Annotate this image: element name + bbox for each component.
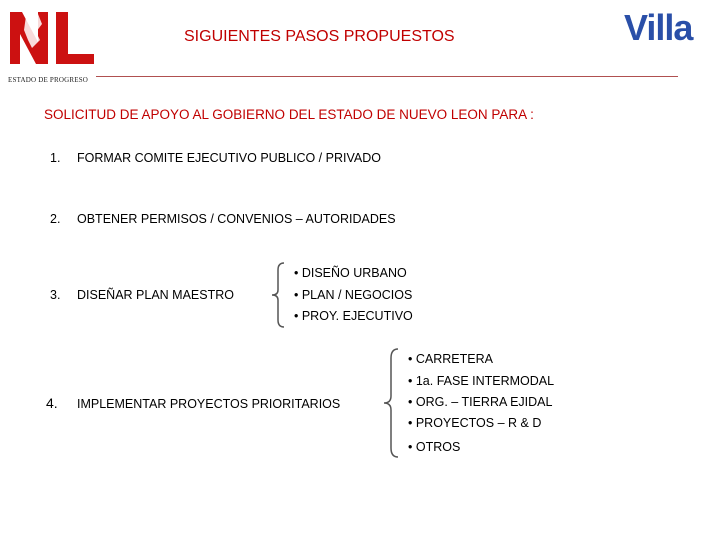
sub-item: • 1a. FASE INTERMODAL bbox=[408, 374, 555, 388]
villa-logo bbox=[624, 7, 714, 68]
item-text: FORMAR COMITE EJECUTIVO PUBLICO / PRIVADO bbox=[77, 151, 381, 165]
item-number: 1. bbox=[50, 151, 61, 165]
header-divider bbox=[96, 76, 678, 77]
sub-item: • PROY. EJECUTIVO bbox=[294, 309, 413, 323]
subtitle: SOLICITUD DE APOYO AL GOBIERNO DEL ESTADO DE NUEVO LEON PARA : bbox=[44, 107, 534, 122]
logo-tagline: ESTADO DE PROGRESO bbox=[8, 76, 89, 84]
sub-item: • CARRETERA bbox=[408, 352, 493, 366]
sub-item: • PLAN / NEGOCIOS bbox=[294, 288, 413, 302]
sub-item: • PROYECTOS – R & D bbox=[408, 416, 542, 430]
item-number: 3. bbox=[50, 288, 61, 302]
page-title: SIGUIENTES PASOS PROPUESTOS bbox=[184, 28, 455, 45]
nl-logo-icon bbox=[8, 10, 96, 66]
sub-item: • OTROS bbox=[408, 440, 461, 454]
sub-item: • DISEÑO URBANO bbox=[294, 266, 407, 280]
item-text: IMPLEMENTAR PROYECTOS PRIORITARIOS bbox=[77, 397, 341, 411]
item-text: DISEÑAR PLAN MAESTRO bbox=[77, 288, 234, 302]
item-number: 2. bbox=[50, 212, 61, 226]
brace-icon bbox=[270, 262, 286, 328]
sub-item: • ORG. – TIERRA EJIDAL bbox=[408, 395, 553, 409]
item-number: 4. bbox=[46, 395, 58, 411]
brace-icon bbox=[382, 348, 400, 458]
nl-logo bbox=[8, 10, 96, 84]
villa-logo-text: Villa bbox=[624, 7, 693, 48]
item-text: OBTENER PERMISOS / CONVENIOS – AUTORIDADES bbox=[77, 212, 396, 226]
